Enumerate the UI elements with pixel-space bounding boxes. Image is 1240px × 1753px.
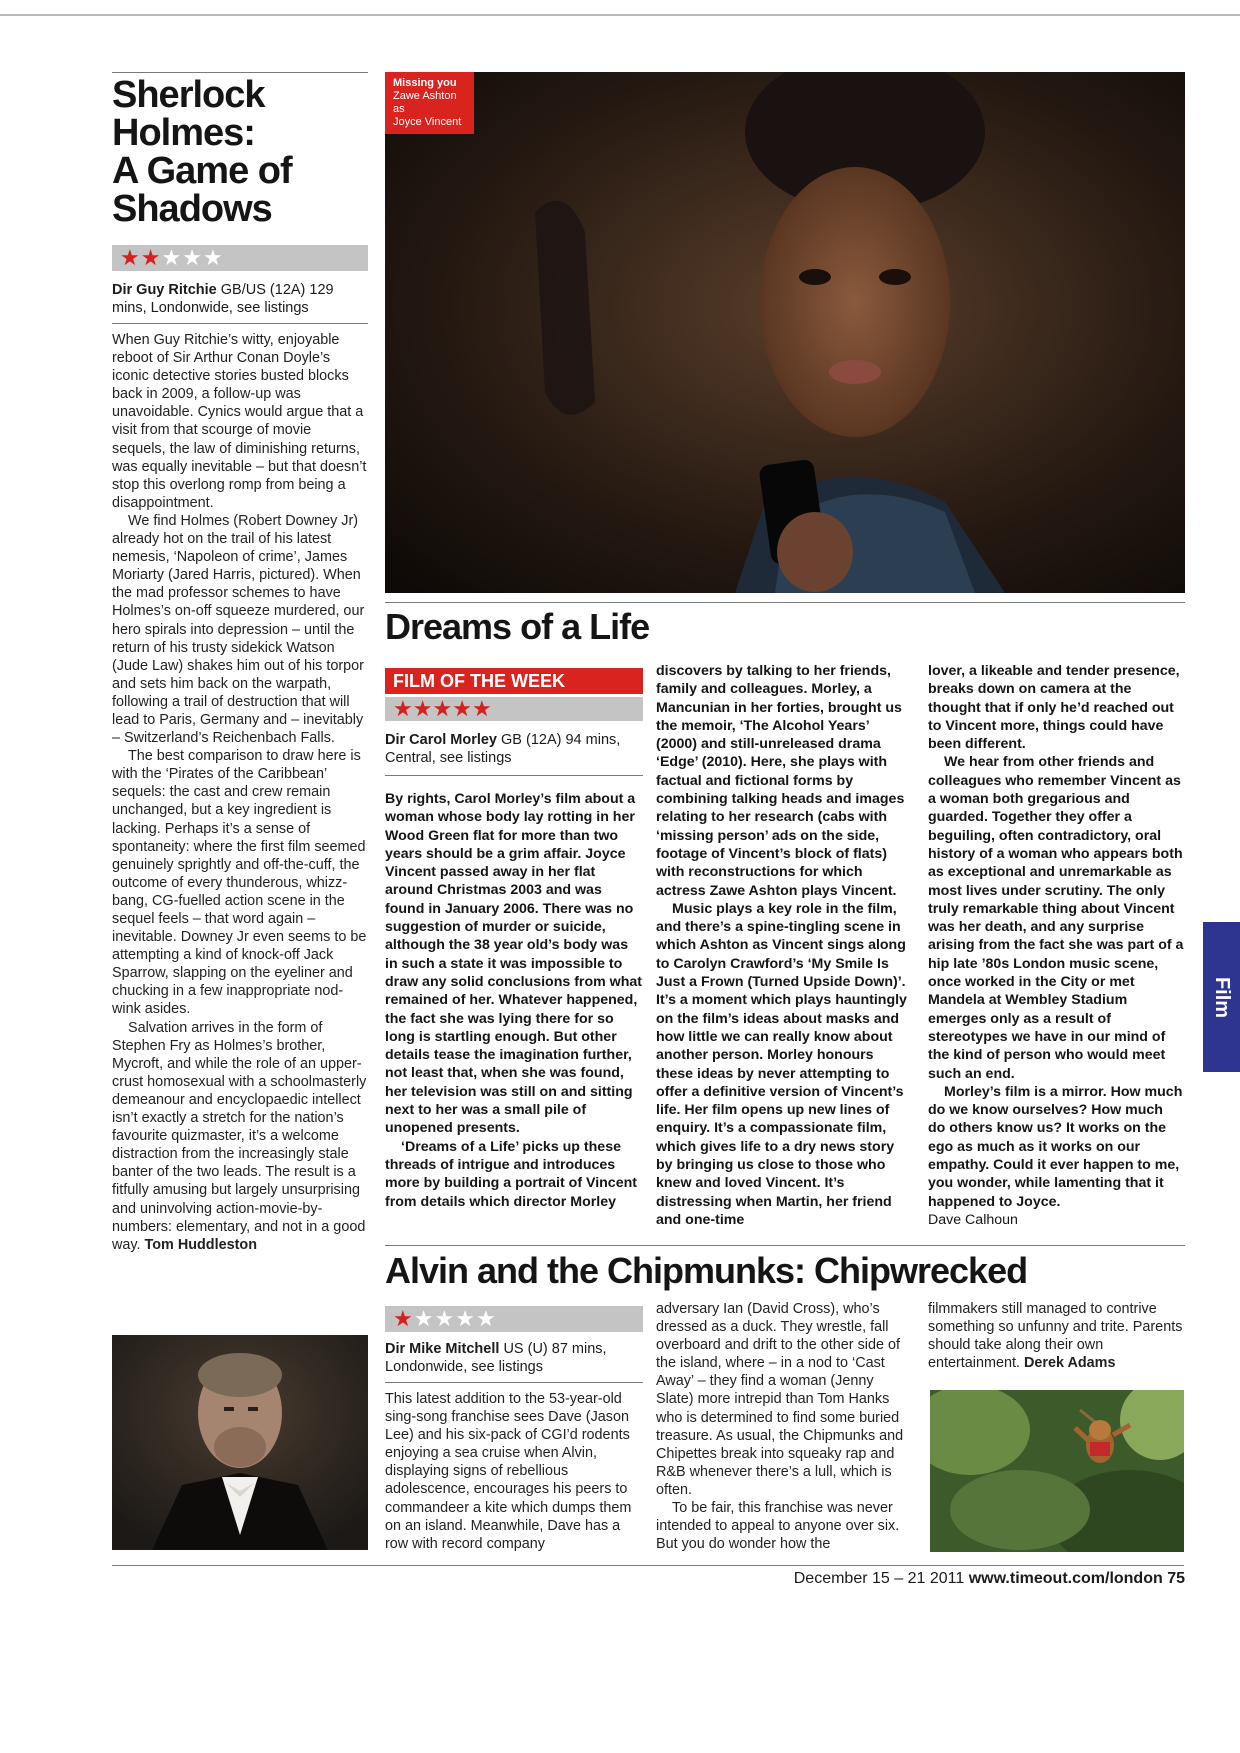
caption-title: Missing you [393,77,457,89]
dreams-paragraph: We hear from other friends and colleagues who remember Vincent as a woman both gregarious and guarded. Together they offer a beguiling, often contradictory, oral history of a woman who appears both as exceptional and unremarkable as most lives under scrutiny. The only truly remarkable thing about Vincent was her death, and any surprise arising from the fact she was part of a hip late ’80s London music scene, once worked in the City or met Mandela at Wembley Stadium emerges only as a result of stereotypes we have in our mind of the kind of person who would meet such an end. [928,754,1184,1082]
alvin-col1 [385,1390,643,1553]
dreams-star-rating [385,697,643,721]
moriarty-photo [112,1335,368,1550]
sherlock-byline: Tom Huddleston [144,1236,257,1253]
alvin-credit [385,1340,643,1376]
dreams-top-rule [385,602,1185,603]
star-filled-icon: ★ [140,245,162,270]
alvin-credit-rule [385,1382,643,1383]
star-filled-icon: ★ [412,696,433,721]
alvin-director: Dir Mike Mitchell [385,1341,500,1357]
sherlock-title-line: Holmes: [112,112,255,154]
sherlock-director: Dir Guy Ritchie [112,282,217,298]
caption-line: Joyce Vincent [393,116,462,128]
hero-photo-caption [385,72,474,134]
star-empty-icon: ★ [182,245,203,270]
star-filled-icon: ★ [471,696,492,721]
dreams-credit [385,731,643,767]
dreams-col3 [928,662,1184,1229]
issue-date: December 15 – 21 2011 [793,1570,965,1587]
dreams-paragraph: Music plays a key role in the film, and there’s a spine-tingling scene in which Ashton as Vincent sings along to Carolyn Crawford’s ‘My Smile Is Just a Frown (Turned Upside Down)’. It’s a moment which plays hauntingly on the film’s ideas about masks and how little we can really know about another person. Morley honours these ideas by never attempting to offer a definitive version of Vincent’s life. Her film opens up new lines of enquiry. It’s a compassionate film, which gives life to a dry news story by bringing us close to those who knew and loved Vincent. It’s distressing when Martin, her friend and one-time [656,900,907,1228]
star-filled-icon: ★ [393,1306,414,1331]
footer-rule [112,1565,1184,1566]
page-footer [735,1570,1185,1588]
sherlock-title-line: A Game of [112,150,292,192]
star-empty-icon: ★ [434,1306,456,1331]
alvin-byline: Derek Adams [1024,1355,1116,1372]
alvin-col3 [928,1300,1184,1372]
sherlock-paragraph: We find Holmes (Robert Downey Jr) already hot on the trail of his latest nemesis, ‘Napoleon of crime’, James Moriarty (Jared Harris, pictured). When the mad professor schemes to have Holmes’s on-off squeeze murdered, our hero spirals into depression – until the return of his trusty sidekick Watson (Jude Law) shakes him out of his torpor and sets him back on the warpath, following a trail of destruction that will lead to Paris, Germany and – inevitably – Switzerland’s Reichenbach Falls. [112,512,365,747]
dreams-col2 [656,662,912,1229]
section-tab-label: Film [1211,976,1233,1018]
star-filled-icon: ★ [452,696,472,721]
star-empty-icon: ★ [475,1306,497,1331]
sherlock-title [112,76,372,228]
page-number: 75 [1167,1570,1185,1587]
alvin-top-rule [385,1245,1185,1246]
alvin-paragraph: To be fair, this franchise was never intended to appeal to anyone over six. But you do wonder how the [656,1500,900,1553]
dreams-byline: Dave Calhoun [928,1211,1018,1228]
caption-line: Zawe Ashton as [393,90,457,115]
dreams-paragraph: ‘Dreams of a Life’ picks up these threads of intrigue and introduces more by building a portrait of Vincent from details which director Morley [385,1138,637,1210]
top-edge-line [0,14,1240,16]
chipmunk-photo [930,1390,1184,1552]
alvin-paragraph: adversary Ian (David Cross), who’s dressed as a duck. They wrestle, fall overboard and drift to the other side of the island, where – in a nod to ‘Cast Away’ – they find a woman (Jenny Slate) more intrepid than Tom Hanks who is determined to find some buried treasure. As usual, the Chipmunks and Chipettes break into squeaky rap and R&B whenever there’s a lull, which is often. [656,1301,904,1498]
alvin-paragraph: This latest addition to the 53-year-old sing-song franchise sees Dave (Jason Lee) and his six-pack of CGI’d rodents enjoying a sea cruise when Alvin, displaying signs of rebellious adolescence, encourages his peers to commandeer a kite which dumps them on an island. Meanwhile, Dave has a row with record company [385,1391,632,1552]
alvin-star-rating [385,1306,643,1332]
alvin-title: Alvin and the Chipmunks: Chipwrecked [385,1250,1028,1291]
sherlock-review-body [112,331,368,1254]
star-empty-icon: ★ [202,245,224,270]
sherlock-paragraph: When Guy Ritchie’s witty, enjoyable reboot of Sir Arthur Conan Doyle’s iconic detective stories busted blocks back in 2009, a follow-up was unavoidable. Cynics would argue that a visit from that scourge of movie sequels, the law of diminishing returns, was equally inevitable – but that doesn’t stop this overlong romp from being a disappointment. [112,332,367,511]
hero-photo-joyce [385,72,1185,593]
sherlock-title-line: Sherlock [112,74,265,116]
sherlock-title-line: Shadows [112,188,272,230]
sherlock-credit-details: GB/US (12A) 129 mins, Londonwide, see listings [112,282,334,316]
sherlock-star-rating [112,245,368,271]
alvin-col2 [656,1300,914,1553]
dreams-title: Dreams of a Life [385,606,650,647]
star-filled-icon: ★ [432,696,453,721]
dreams-paragraph: Morley’s film is a mirror. How much do we know ourselves? How much do others know us? It works on the ego as much as it works on our empathy. Could it ever happen to me, you wonder, while lamenting that it happened to Joyce. [928,1083,1183,1210]
star-empty-icon: ★ [161,245,183,270]
dreams-credit-rule [385,775,643,776]
alvin-credit-details: US (U) 87 mins, Londonwide, see listings [385,1341,607,1375]
star-empty-icon: ★ [455,1306,476,1331]
sherlock-credit-rule [112,323,368,324]
sherlock-paragraph: The best comparison to draw here is with the ‘Pirates of the Caribbean’ sequels: the cast and crew remain unchanged, but a key ingredient is lacking. Perhaps it’s a sense of spontaneity: where the first film seemed genuinely sprightly and off-the-cuff, the outcome of every thunderous, whizz-bang, CG-fuelled action scene in the sequel feels – that word again – inevitable. Downey Jr even seems to be attempting a kind of knock-off Jack Sparrow, slapping on the eyeliner and chucking in a few inappropriate nod-wink asides. [112,748,367,1018]
dreams-director: Dir Carol Morley [385,732,497,748]
website-url: www.timeout.com/london [968,1570,1163,1587]
dreams-paragraph: lover, a likeable and tender presence, breaks down on camera at the thought that if only he’d reached out to Vincent more, things could have been different. [928,663,1180,753]
dreams-col1 [385,790,643,1211]
dreams-paragraph: discovers by talking to her friends, family and colleagues. Morley, a Mancunian in her forties, brought us the memoir, ‘The Alcohol Years’ (2000) and still-unreleased drama ‘Edge’ (2010). Here, she plays with factual and fictional forms by combining talking heads and images relating to her research (cabs with ‘missing person’ ads on the side, footage of Vincent’s block of flats) with reconstructions for which actress Zawe Ashton plays Vincent. [656,663,905,899]
sherlock-credit [112,281,368,317]
star-filled-icon: ★ [393,696,413,721]
dreams-credit-details: GB (12A) 94 mins, Central, see listings [385,732,621,766]
star-empty-icon: ★ [413,1306,435,1331]
dreams-paragraph: By rights, Carol Morley’s film about a woman whose body lay rotting in her Wood Green flat for more than two years should be a grim affair. Joyce Vincent passed away in her flat around Christmas 2003 and was found in January 2006. There was no suggestion of murder or suicide, although the 38 year old’s body was in such a state it was impossible to draw any solid conclusions from what remained of her. Whatever happened, the fact she was lying there for so long is startling enough. But other details tease the imagination further, not least that, when she was found, her television was still on and sitting next to her was a small pile of unopened presents. [385,791,642,1137]
star-filled-icon: ★ [120,245,141,270]
sherlock-paragraph: Salvation arrives in the form of Stephen Fry as Holmes’s brother, Mycroft, and while the role of an upper-crust homosexual with a schoolmasterly demeanour and encyclopaedic intellect isn’t exactly a stretch for the nation’s favourite quizmaster, it’s a welcome distraction from the increasingly stale banter of the two leads. The result is a fitfully amusing but largely unsurprising and uninvolving action-movie-by-numbers: elementary, and not in a good way. Tom Huddleston [112,1019,367,1253]
section-tab-film[interactable] [1203,922,1240,1072]
sherlock-top-rule [112,72,368,73]
film-of-the-week-badge: FILM OF THE WEEK [385,668,643,694]
alvin-paragraph: filmmakers still managed to contrive something so unfunny and trite. Parents should take along their own entertainment. Derek Adams [928,1301,1183,1372]
